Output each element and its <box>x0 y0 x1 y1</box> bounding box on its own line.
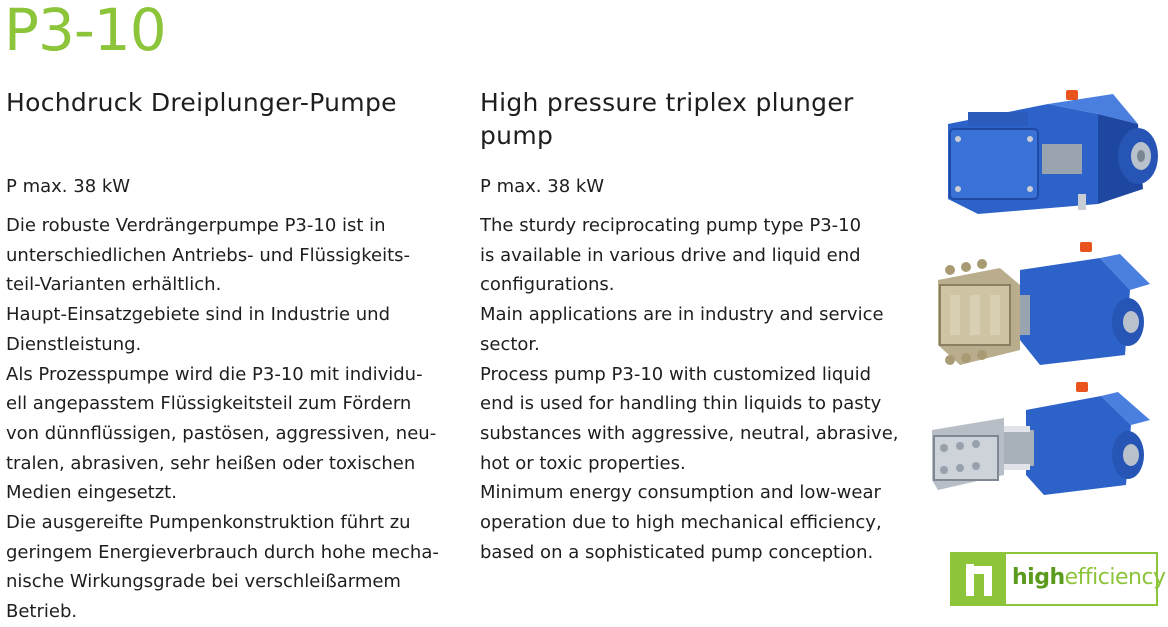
german-power-rating: P max. 38 kW <box>6 176 131 197</box>
pump-image-blue <box>938 84 1164 220</box>
german-description: Die robuste Verdrängerpumpe P3-10 ist in unterschiedlichen Antriebs- und Flüssigkeits- teil-Varianten erhältlich. Haupt-Einsatzgebiete sind in Industrie und Dienstleistung. Als Prozesspumpe wird die P3-10 mit individu- ell angepasstem Flüssigkeitsteil zum Fördern von dünnflüssigen, pastösen, aggressiven, neu- tralen, abrasiven, sehr heißen oder toxischen Medien eingesetzt. Die ausgereifte Pumpenkonstruktion führt zu geringem Energieverbrauch durch hohe mecha- nische Wirkungsgrade bei verschleißarmem Betrieb. <box>6 215 439 623</box>
english-description: The sturdy reciprocating pump type P3-10 is available in various drive and liquid end configurations. Main applications are in industry and service sector. Process pump P3-10 with customized liquid end is used for handling thin liquids to pasty substances with aggressive, neutral, abrasive, hot or toxic properties. Minimum energy consumption and low-wear operation due to high mechanical efficiency, based on a sophisticated pump conception. <box>480 215 899 563</box>
pump-image-brass <box>930 240 1160 390</box>
german-column <box>6 86 456 627</box>
german-heading: Hochdruck Dreiplunger-Pumpe <box>6 88 397 117</box>
english-column <box>480 86 920 567</box>
logo-text-efficiency: efficiency <box>1064 565 1166 590</box>
page-title: P3-10 <box>4 0 166 64</box>
english-power-rating: P max. 38 kW <box>480 176 605 197</box>
pump-image-steel <box>926 380 1160 510</box>
efficiency-mark-icon <box>952 554 1006 604</box>
english-heading: High pressure triplex plunger pump <box>480 88 854 150</box>
high-efficiency-logo <box>950 552 1166 606</box>
logo-text-high: high <box>1012 565 1065 590</box>
logo-wordmark <box>1012 562 1166 594</box>
